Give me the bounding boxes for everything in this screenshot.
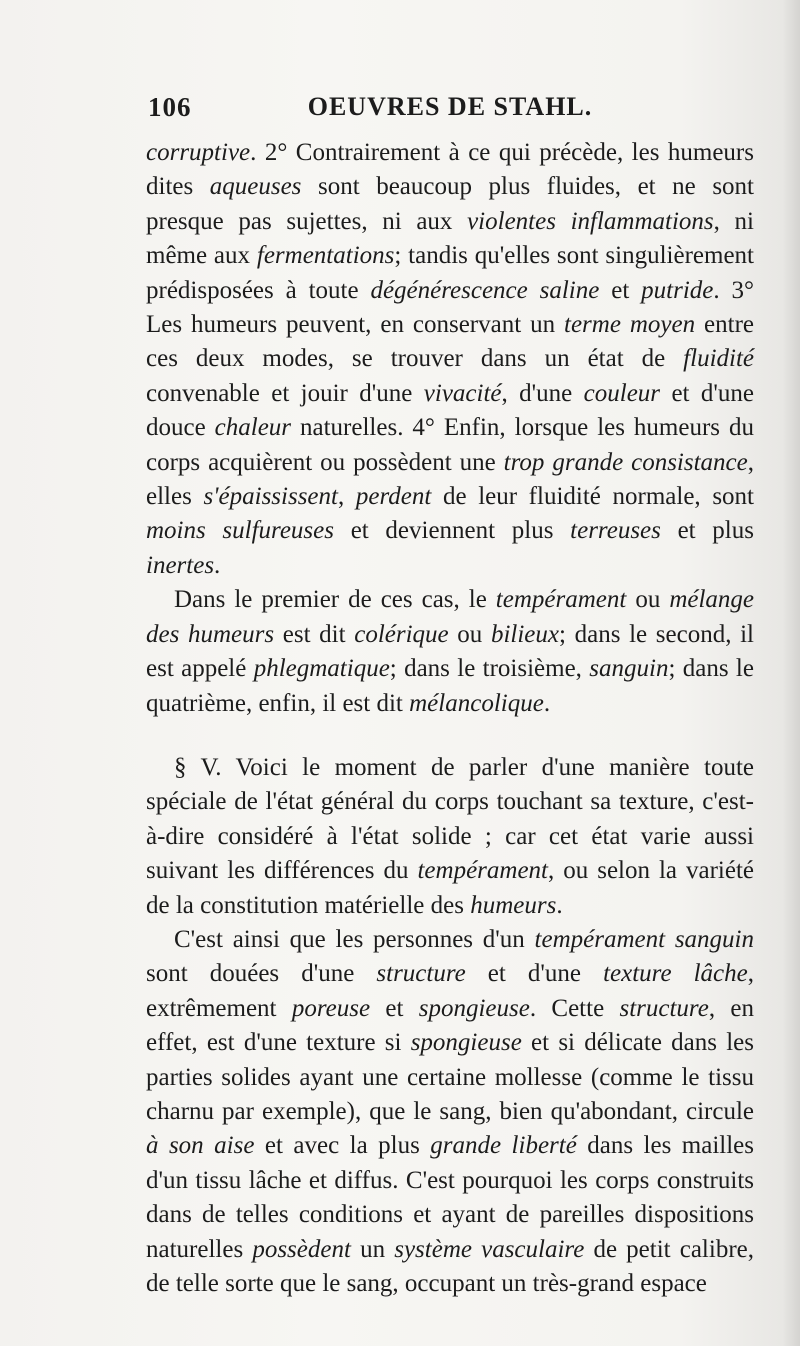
text-run: ; dans le second, il est appelé xyxy=(146,620,754,683)
page-edge-shadow xyxy=(782,0,800,1346)
text-run: dans les mailles d'un tissu lâche et diffus. C'est pourquoi les corps construits dans de telles conditions et ayant de pareilles dispositions naturelles xyxy=(146,1132,754,1263)
italic-text: violentes inflammations xyxy=(467,207,714,235)
text-run: convenable et jouir d'une xyxy=(146,379,424,407)
text-run: de petit calibre, de telle sorte que le sang, occupant un très-grand espace xyxy=(146,1235,754,1297)
text-run: . Cette xyxy=(529,994,620,1022)
text-run: . xyxy=(214,551,221,579)
italic-text: vivacité xyxy=(423,379,502,407)
text-run: , extrêmement xyxy=(146,960,754,1022)
italic-text: inertes xyxy=(146,551,215,579)
text-run: et d'une xyxy=(465,960,604,988)
italic-text: putride xyxy=(641,276,714,304)
italic-text: colérique xyxy=(354,620,449,648)
text-run: , ou selon la variété de la constitution matérielle des xyxy=(146,857,754,919)
italic-text: terreuses xyxy=(570,517,661,545)
text-run: C'est ainsi que les personnes d'un xyxy=(174,925,535,953)
italic-text: spongieuse xyxy=(410,1029,522,1057)
text-run: est dit xyxy=(274,620,355,648)
page-number: 106 xyxy=(148,92,192,122)
italic-text: tempérament xyxy=(495,586,627,614)
italic-text: s'épaississent xyxy=(203,483,338,511)
text-run: et deviennent plus xyxy=(334,517,571,545)
text-run: Dans le premier de ces cas, le xyxy=(174,586,496,614)
running-head: OEUVRES DE STAHL. xyxy=(307,92,593,121)
text-run: . xyxy=(543,689,551,717)
text-run: ou xyxy=(448,620,491,648)
text-run: . 2° Contrairement à ce qui précède, les humeurs dites xyxy=(146,139,754,201)
italic-text: fermentations xyxy=(256,242,395,270)
italic-text: spongieuse xyxy=(418,994,530,1022)
body-text xyxy=(146,136,754,1301)
italic-text: perdent xyxy=(355,483,432,511)
italic-text: couleur xyxy=(583,379,661,407)
paragraph xyxy=(146,923,754,1301)
text-run: ; dans le troisième, xyxy=(389,655,590,683)
text-run: naturelles. 4° Enfin, lorsque les humeurs du corps acquièrent ou possèdent une xyxy=(146,414,754,476)
text-run: . xyxy=(556,891,563,919)
italic-text: terme moyen xyxy=(564,311,696,339)
italic-text: texture lâche xyxy=(603,960,748,988)
text-run: sont douées d'une xyxy=(146,960,377,988)
italic-text: mélancolique xyxy=(409,689,544,717)
italic-text: grande liberté xyxy=(430,1132,577,1160)
text-run: sont beaucoup plus fluides, et ne sont presque pas sujettes, ni aux xyxy=(146,173,754,235)
text-run: , en effet, est d'une texture si xyxy=(146,994,754,1057)
text-run: et plus xyxy=(660,517,754,545)
italic-text: structure xyxy=(619,994,709,1022)
italic-text: possèdent xyxy=(252,1235,351,1263)
text-run: entre ces deux modes, se trouver dans un état de xyxy=(146,311,754,373)
text-run: ou xyxy=(626,586,670,614)
italic-text: système vasculaire xyxy=(394,1235,585,1263)
italic-text: aqueuses xyxy=(209,173,302,201)
paragraph xyxy=(146,136,754,583)
text-run: de leur fluidité normale, sont xyxy=(431,483,754,511)
paragraph xyxy=(146,751,754,923)
italic-text: tempérament sanguin xyxy=(534,925,754,953)
text-run: et xyxy=(370,994,419,1022)
italic-text: corruptive xyxy=(146,139,251,166)
italic-text: chaleur xyxy=(214,414,292,442)
italic-text: phlegmatique xyxy=(253,655,390,683)
italic-text: poreuse xyxy=(291,994,371,1022)
italic-text: trop grande consistance xyxy=(503,448,748,476)
italic-text: à son aise xyxy=(146,1132,255,1160)
text-run: ; tandis qu'elles sont singulièrement prédisposées à toute xyxy=(146,242,754,304)
text-run: et d'une douce xyxy=(146,379,754,442)
text-run: et si délicate dans les parties solides ayant une certaine mollesse (comme le tissu charnu par exemple), que le sang, bien qu'abondant, circule xyxy=(146,1029,754,1125)
italic-text: moins sulfureuses xyxy=(146,517,334,545)
italic-text: humeurs xyxy=(470,891,557,919)
italic-text: sanguin xyxy=(589,655,669,683)
italic-text: dégénérescence saline xyxy=(370,276,600,304)
text-run: , d'une xyxy=(501,379,584,407)
italic-text: bilieux xyxy=(490,620,559,648)
text-run: un xyxy=(350,1235,395,1263)
text-run: et avec la plus xyxy=(254,1132,431,1160)
text-run: § V. Voici le moment de parler d'une manière toute spéciale de l'état général du corps touchant sa texture, c'est-à-dire considéré à l'état solide ; car cet état varie aussi suivant les différences du xyxy=(146,753,754,885)
paragraph xyxy=(146,583,754,721)
text-run: , elles xyxy=(146,448,754,511)
text-run: , ni même aux xyxy=(146,207,754,270)
italic-text: structure xyxy=(376,960,466,988)
text-run: . 3° Les humeurs peuvent, en conservant un xyxy=(146,276,754,339)
text-run: et xyxy=(599,276,642,304)
italic-text: mélange des humeurs xyxy=(146,586,755,648)
text-run: , xyxy=(337,483,356,511)
page-header xyxy=(148,92,752,132)
italic-text: fluidité xyxy=(683,345,754,373)
italic-text: tempérament xyxy=(417,857,549,885)
text-run: ; dans le quatrième, enfin, il est dit xyxy=(146,655,754,717)
